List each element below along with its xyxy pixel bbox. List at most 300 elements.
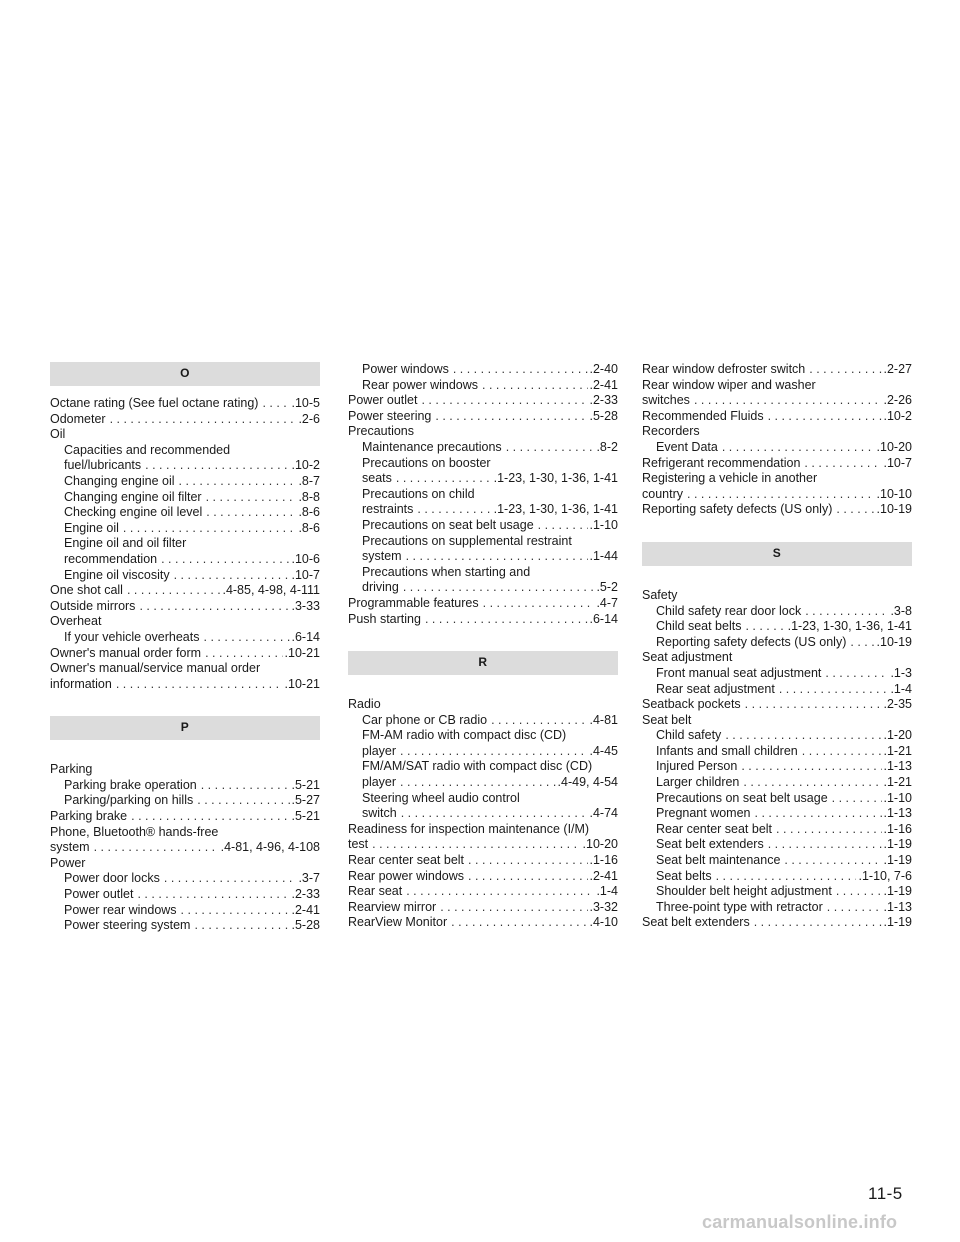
- entry-term: Rear window defroster switch: [642, 362, 806, 376]
- entry-page-ref[interactable]: .10-2: [883, 408, 912, 423]
- section-header: P: [50, 716, 320, 740]
- index-entry: [348, 409, 618, 425]
- index-entry: [642, 853, 912, 869]
- entry-term: recommendation: [64, 551, 158, 566]
- leader-dots: [262, 396, 289, 412]
- entry-page-ref[interactable]: .10-7: [291, 567, 320, 582]
- index-entry: [642, 440, 912, 456]
- entry-page-ref[interactable]: .3-33: [291, 598, 320, 613]
- leader-dots: [197, 793, 289, 809]
- index-entry: [348, 393, 618, 409]
- entry-term: Power rear windows: [64, 902, 177, 917]
- index-entry: [348, 534, 618, 550]
- index-entry: [50, 568, 320, 584]
- entry-page-ref[interactable]: .1-21: [883, 775, 912, 790]
- entry-term: Precautions on seat belt usage: [362, 517, 534, 532]
- entry-term: Engine oil viscosity: [64, 567, 170, 582]
- entry-term: fuel/lubricants: [64, 458, 142, 473]
- section-header: S: [642, 542, 912, 566]
- leader-dots: [400, 744, 587, 760]
- entry-page-ref[interactable]: .8-7: [298, 473, 320, 488]
- leader-dots: [491, 713, 587, 729]
- entry-page-ref[interactable]: .4-85, 4-98, 4-111: [222, 583, 320, 598]
- entry-page-ref[interactable]: .2-41: [589, 868, 618, 883]
- entry-term: Precautions on seat belt usage: [656, 790, 828, 805]
- index-entry: [50, 918, 320, 934]
- entry-page-ref[interactable]: .5-21: [291, 777, 320, 792]
- entry-page-ref[interactable]: .1-44: [589, 549, 618, 564]
- leader-dots: [403, 580, 595, 596]
- index-entry: [348, 806, 618, 822]
- index-entry: [50, 599, 320, 615]
- index-entry: [50, 505, 320, 521]
- leader-dots: [768, 837, 882, 853]
- entry-page-ref[interactable]: .2-41: [589, 377, 618, 392]
- entry-page-ref[interactable]: .1-23, 1-30, 1-36, 1-41: [493, 471, 618, 486]
- index-entry: [642, 915, 912, 931]
- leader-dots: [123, 521, 297, 537]
- index-entry: [642, 744, 912, 760]
- entry-page-ref[interactable]: .4-81, 4-96, 4-108: [220, 840, 320, 855]
- index-entry: [642, 393, 912, 409]
- index-entry: [642, 471, 912, 487]
- index-entry: [348, 565, 618, 581]
- entry-page-ref[interactable]: .10-19: [876, 634, 912, 649]
- leader-dots: [825, 666, 888, 682]
- leader-dots: [110, 412, 297, 428]
- entry-page-ref[interactable]: .6-14: [589, 611, 618, 626]
- leader-dots: [131, 809, 289, 825]
- index-entry: [642, 728, 912, 744]
- index-entry: [642, 619, 912, 635]
- leader-dots: [832, 791, 882, 807]
- index-entry: [50, 630, 320, 646]
- index-entry: [348, 884, 618, 900]
- entry-term: Parking: [50, 762, 93, 777]
- entry-page-ref[interactable]: .10-7: [883, 455, 912, 470]
- entry-page-ref[interactable]: .4-10: [589, 915, 618, 930]
- entry-term: One shot call: [50, 583, 123, 598]
- entry-page-ref[interactable]: .3-8: [890, 603, 912, 618]
- index-entry: [50, 762, 320, 778]
- leader-dots: [204, 630, 290, 646]
- entry-term: Octane rating (See fuel octane rating): [50, 396, 259, 410]
- index-entry: [50, 427, 320, 443]
- index-entry: [50, 552, 320, 568]
- index-entry: [348, 440, 618, 456]
- leader-dots: [396, 471, 492, 487]
- leader-dots: [694, 393, 882, 409]
- leader-dots: [836, 884, 882, 900]
- index-column-3: [642, 362, 912, 931]
- entry-term: Odometer: [50, 411, 106, 426]
- entry-page-ref[interactable]: .1-10, 7-6: [858, 868, 912, 883]
- entry-term: Seat belt extenders: [656, 837, 764, 852]
- leader-dots: [179, 474, 297, 490]
- index-entry: [50, 614, 320, 630]
- leader-dots: [754, 915, 882, 931]
- entry-term: Injured Person: [656, 759, 738, 774]
- leader-dots: [784, 853, 881, 869]
- leader-dots: [827, 900, 882, 916]
- index-entry: [642, 456, 912, 472]
- entry-page-ref[interactable]: .2-26: [883, 393, 912, 408]
- entry-page-ref[interactable]: .1-4: [890, 681, 912, 696]
- index-entry: [50, 778, 320, 794]
- index-entry: [50, 490, 320, 506]
- entry-page-ref[interactable]: .1-16: [883, 821, 912, 836]
- entry-term: Pregnant women: [656, 806, 751, 821]
- entry-term: Power outlet: [348, 393, 418, 408]
- entry-term: driving: [362, 580, 399, 595]
- entry-term: Changing engine oil filter: [64, 489, 202, 504]
- entry-term: Rear power windows: [348, 868, 465, 883]
- entry-term: Parking brake operation: [64, 777, 197, 792]
- index-entry: [348, 822, 618, 838]
- entry-page-ref[interactable]: .10-10: [876, 486, 912, 501]
- leader-dots: [206, 505, 296, 521]
- entry-page-ref[interactable]: .1-23, 1-30, 1-36, 1-41: [493, 502, 618, 517]
- entry-term: information: [50, 676, 112, 691]
- entry-page-ref[interactable]: .2-40: [589, 362, 618, 376]
- leader-dots: [745, 619, 785, 635]
- entry-term: Reporting safety defects (US only): [642, 502, 833, 517]
- index-entry: [642, 759, 912, 775]
- entry-term: Recommended Fluids: [642, 408, 764, 423]
- entry-term: Precautions: [348, 424, 415, 439]
- entry-page-ref[interactable]: .1-3: [890, 665, 912, 680]
- index-entry: [642, 806, 912, 822]
- index-entry: [348, 713, 618, 729]
- entry-term: switch: [362, 806, 397, 821]
- entry-term: player: [362, 743, 397, 758]
- entry-term: Rear power windows: [362, 377, 479, 392]
- entry-term: Rear seat: [348, 884, 403, 899]
- index-entry: [50, 396, 320, 412]
- index-entry: [348, 549, 618, 565]
- entry-page-ref[interactable]: .4-81: [589, 712, 618, 727]
- index-entry: [348, 362, 618, 378]
- leader-dots: [440, 900, 587, 916]
- leader-dots: [805, 604, 888, 620]
- leader-dots: [127, 583, 221, 599]
- leader-dots: [181, 903, 290, 919]
- index-entry: [50, 412, 320, 428]
- leader-dots: [406, 549, 588, 565]
- entry-term: Steering wheel audio control: [362, 790, 520, 805]
- entry-term: Push starting: [348, 611, 421, 626]
- entry-page-ref[interactable]: .1-21: [883, 743, 912, 758]
- entry-term: Parking/parking on hills: [64, 793, 194, 808]
- entry-term: Larger children: [656, 775, 740, 790]
- section-header: O: [50, 362, 320, 386]
- entry-term: Front manual seat adjustment: [656, 665, 822, 680]
- entry-term: Seat belt maintenance: [656, 853, 781, 868]
- index-entry: [50, 840, 320, 856]
- index-entry: [50, 887, 320, 903]
- leader-dots: [421, 393, 587, 409]
- leader-dots: [94, 840, 219, 856]
- entry-page-ref[interactable]: .6-14: [291, 629, 320, 644]
- entry-term: Three-point type with retractor: [656, 899, 823, 914]
- index-entry: [50, 793, 320, 809]
- entry-page-ref[interactable]: .5-2: [596, 580, 618, 595]
- entry-page-ref[interactable]: .1-10: [883, 790, 912, 805]
- leader-dots: [468, 853, 587, 869]
- leader-dots: [483, 596, 595, 612]
- index-entry: [348, 697, 618, 713]
- leader-dots: [425, 612, 588, 628]
- leader-dots: [850, 635, 874, 651]
- index-entry: [50, 458, 320, 474]
- index-entry: [642, 775, 912, 791]
- leader-dots: [145, 458, 289, 474]
- leader-dots: [722, 440, 875, 456]
- entry-term: Rear center seat belt: [348, 853, 465, 868]
- entry-term: Shoulder belt height adjustment: [656, 884, 832, 899]
- entry-page-ref[interactable]: .10-21: [284, 676, 320, 691]
- index-entry: [642, 487, 912, 503]
- leader-dots: [468, 869, 587, 885]
- entry-page-ref[interactable]: .10-21: [284, 645, 320, 660]
- entry-term: Power steering: [348, 408, 432, 423]
- entry-page-ref[interactable]: .1-19: [883, 915, 912, 930]
- entry-page-ref[interactable]: .5-28: [589, 408, 618, 423]
- entry-term: Changing engine oil: [64, 473, 175, 488]
- index-entry: [642, 884, 912, 900]
- entry-term: Safety: [642, 587, 678, 602]
- entry-term: Maintenance precautions: [362, 439, 502, 454]
- leader-dots: [716, 869, 857, 885]
- entry-page-ref[interactable]: .1-10: [589, 517, 618, 532]
- entry-term: Capacities and recommended: [64, 442, 231, 457]
- section-header: R: [348, 651, 618, 675]
- leader-dots: [804, 456, 881, 472]
- entry-page-ref[interactable]: .1-20: [883, 728, 912, 743]
- index-entry: [348, 580, 618, 596]
- leader-dots: [372, 837, 580, 853]
- leader-dots: [809, 362, 881, 378]
- entry-term: Owner's manual order form: [50, 645, 202, 660]
- entry-page-ref[interactable]: .2-33: [589, 393, 618, 408]
- entry-page-ref[interactable]: .5-21: [291, 809, 320, 824]
- entry-page-ref[interactable]: .5-28: [291, 918, 320, 933]
- index-entry: [348, 915, 618, 931]
- entry-page-ref[interactable]: .3-7: [298, 871, 320, 886]
- entry-term: Event Data: [656, 439, 718, 454]
- entry-term: system: [362, 549, 402, 564]
- index-entry: [50, 536, 320, 552]
- entry-term: Parking brake: [50, 809, 128, 824]
- index-entry: [642, 424, 912, 440]
- entry-page-ref[interactable]: .1-4: [596, 884, 618, 899]
- index-entry: [348, 612, 618, 628]
- index-entry: [348, 791, 618, 807]
- leader-dots: [506, 440, 595, 456]
- entry-page-ref[interactable]: .1-23, 1-30, 1-36, 1-41: [787, 619, 912, 634]
- index-entry: [348, 518, 618, 534]
- leader-dots: [205, 646, 282, 662]
- leader-dots: [451, 915, 587, 931]
- index-entry: [348, 728, 618, 744]
- entry-page-ref[interactable]: .1-13: [883, 806, 912, 821]
- index-entry: [642, 650, 912, 666]
- entry-page-ref[interactable]: .10-20: [582, 837, 618, 852]
- index-entry: [642, 837, 912, 853]
- entry-page-ref[interactable]: .3-32: [589, 899, 618, 914]
- entry-page-ref[interactable]: .1-13: [883, 899, 912, 914]
- entry-term: Precautions on child: [362, 486, 475, 501]
- entry-page-ref[interactable]: .10-19: [876, 502, 912, 517]
- leader-dots: [745, 697, 882, 713]
- index-entry: [50, 521, 320, 537]
- leader-dots: [482, 378, 587, 394]
- entry-term: Power: [50, 855, 86, 870]
- entry-term: player: [362, 775, 397, 790]
- entry-term: If your vehicle overheats: [64, 629, 200, 644]
- entry-term: Seat belts: [656, 868, 712, 883]
- leader-dots: [164, 871, 297, 887]
- index-entry: [348, 837, 618, 853]
- index-column-1: [50, 362, 320, 934]
- leader-dots: [779, 682, 889, 698]
- leader-dots: [687, 487, 875, 503]
- index-entry: [642, 900, 912, 916]
- entry-term: Recorders: [642, 424, 700, 439]
- entry-page-ref[interactable]: .8-6: [298, 520, 320, 535]
- watermark: carmanualsonline.info: [702, 1212, 898, 1232]
- leader-dots: [768, 409, 882, 425]
- entry-term: Child safety: [656, 728, 722, 743]
- entry-page-ref[interactable]: .1-19: [883, 884, 912, 899]
- leader-dots: [201, 778, 290, 794]
- entry-term: Owner's manual/service manual order: [50, 661, 261, 676]
- entry-page-ref[interactable]: .4-45: [589, 743, 618, 758]
- leader-dots: [139, 599, 289, 615]
- index-entry: [642, 697, 912, 713]
- leader-dots: [538, 518, 588, 534]
- leader-dots: [743, 775, 881, 791]
- index-entry: [642, 666, 912, 682]
- index-entry: [642, 362, 912, 378]
- entry-page-ref[interactable]: .1-13: [883, 759, 912, 774]
- leader-dots: [741, 759, 881, 775]
- index-entry: [50, 903, 320, 919]
- entry-page-ref[interactable]: .1-16: [589, 853, 618, 868]
- index-entry: [348, 853, 618, 869]
- entry-term: Outside mirrors: [50, 598, 136, 613]
- entry-page-ref[interactable]: .2-6: [298, 411, 320, 426]
- index-entry: [642, 409, 912, 425]
- entry-term: Seat adjustment: [642, 650, 733, 665]
- index-entry: [50, 583, 320, 599]
- page-number: 11-5: [868, 1184, 903, 1203]
- entry-page-ref[interactable]: .2-35: [883, 697, 912, 712]
- index-entry: [348, 744, 618, 760]
- entry-term: seats: [362, 471, 392, 486]
- leader-dots: [453, 362, 588, 378]
- entry-term: test: [348, 837, 369, 852]
- entry-term: FM/AM/SAT radio with compact disc (CD): [362, 759, 593, 774]
- index-entry: [642, 869, 912, 885]
- entry-term: Refrigerant recommendation: [642, 455, 801, 470]
- entry-page-ref[interactable]: .5-27: [291, 793, 320, 808]
- entry-page-ref[interactable]: .4-49, 4-54: [557, 775, 618, 790]
- entry-term: country: [642, 486, 683, 501]
- entry-page-ref[interactable]: .10-20: [876, 439, 912, 454]
- entry-term: RearView Monitor: [348, 915, 448, 930]
- entry-term: Phone, Bluetooth® hands-free: [50, 824, 219, 839]
- entry-page-ref[interactable]: .8-8: [298, 489, 320, 504]
- leader-dots: [137, 887, 289, 903]
- entry-term: Oil: [50, 427, 66, 442]
- entry-term: Rear center seat belt: [656, 821, 773, 836]
- index-entry: [50, 809, 320, 825]
- index-entry: [50, 443, 320, 459]
- leader-dots: [116, 677, 283, 693]
- entry-page-ref[interactable]: .10-6: [291, 551, 320, 566]
- entry-page-ref[interactable]: .4-74: [589, 806, 618, 821]
- entry-page-ref[interactable]: .1-19: [883, 853, 912, 868]
- entry-page-ref[interactable]: .2-27: [883, 362, 912, 376]
- entry-term: Precautions on booster: [362, 455, 491, 470]
- index-entry: [642, 713, 912, 729]
- entry-page-ref[interactable]: .1-19: [883, 837, 912, 852]
- leader-dots: [400, 775, 555, 791]
- index-entry: [348, 869, 618, 885]
- entry-term: Power windows: [362, 362, 449, 376]
- leader-dots: [174, 568, 290, 584]
- entry-term: restraints: [362, 502, 414, 517]
- index-entry: [348, 471, 618, 487]
- entry-term: Seat belt extenders: [642, 915, 750, 930]
- entry-term: FM-AM radio with compact disc (CD): [362, 728, 567, 743]
- entry-page-ref[interactable]: .8-6: [298, 505, 320, 520]
- entry-term: Seatback pockets: [642, 697, 741, 712]
- entry-term: Registering a vehicle in another: [642, 471, 818, 486]
- entry-term: Precautions on supplemental restraint: [362, 533, 572, 548]
- index-entry: [348, 775, 618, 791]
- entry-term: Overheat: [50, 614, 102, 629]
- index-entry: [348, 596, 618, 612]
- entry-term: Power outlet: [64, 887, 134, 902]
- index-column-2: [348, 362, 618, 931]
- entry-term: switches: [642, 393, 690, 408]
- index-entry: [50, 871, 320, 887]
- entry-term: Checking engine oil level: [64, 505, 203, 520]
- entry-term: Child seat belts: [656, 619, 742, 634]
- leader-dots: [401, 806, 588, 822]
- index-entry: [50, 661, 320, 677]
- entry-page-ref[interactable]: .10-5: [291, 396, 320, 410]
- index-entry: [642, 682, 912, 698]
- index-entry: [642, 635, 912, 651]
- index-entry: [642, 378, 912, 394]
- index-entry: [348, 456, 618, 472]
- entry-page-ref[interactable]: .2-33: [291, 887, 320, 902]
- entry-page-ref[interactable]: .4-7: [596, 595, 618, 610]
- index-entry: [50, 646, 320, 662]
- entry-page-ref[interactable]: .2-41: [291, 902, 320, 917]
- entry-term: Programmable features: [348, 595, 479, 610]
- entry-page-ref[interactable]: .8-2: [596, 439, 618, 454]
- index-entry: [50, 474, 320, 490]
- leader-dots: [206, 490, 297, 506]
- leader-dots: [406, 884, 594, 900]
- leader-dots: [161, 552, 289, 568]
- entry-page-ref[interactable]: .10-2: [291, 458, 320, 473]
- entry-term: Power steering system: [64, 918, 191, 933]
